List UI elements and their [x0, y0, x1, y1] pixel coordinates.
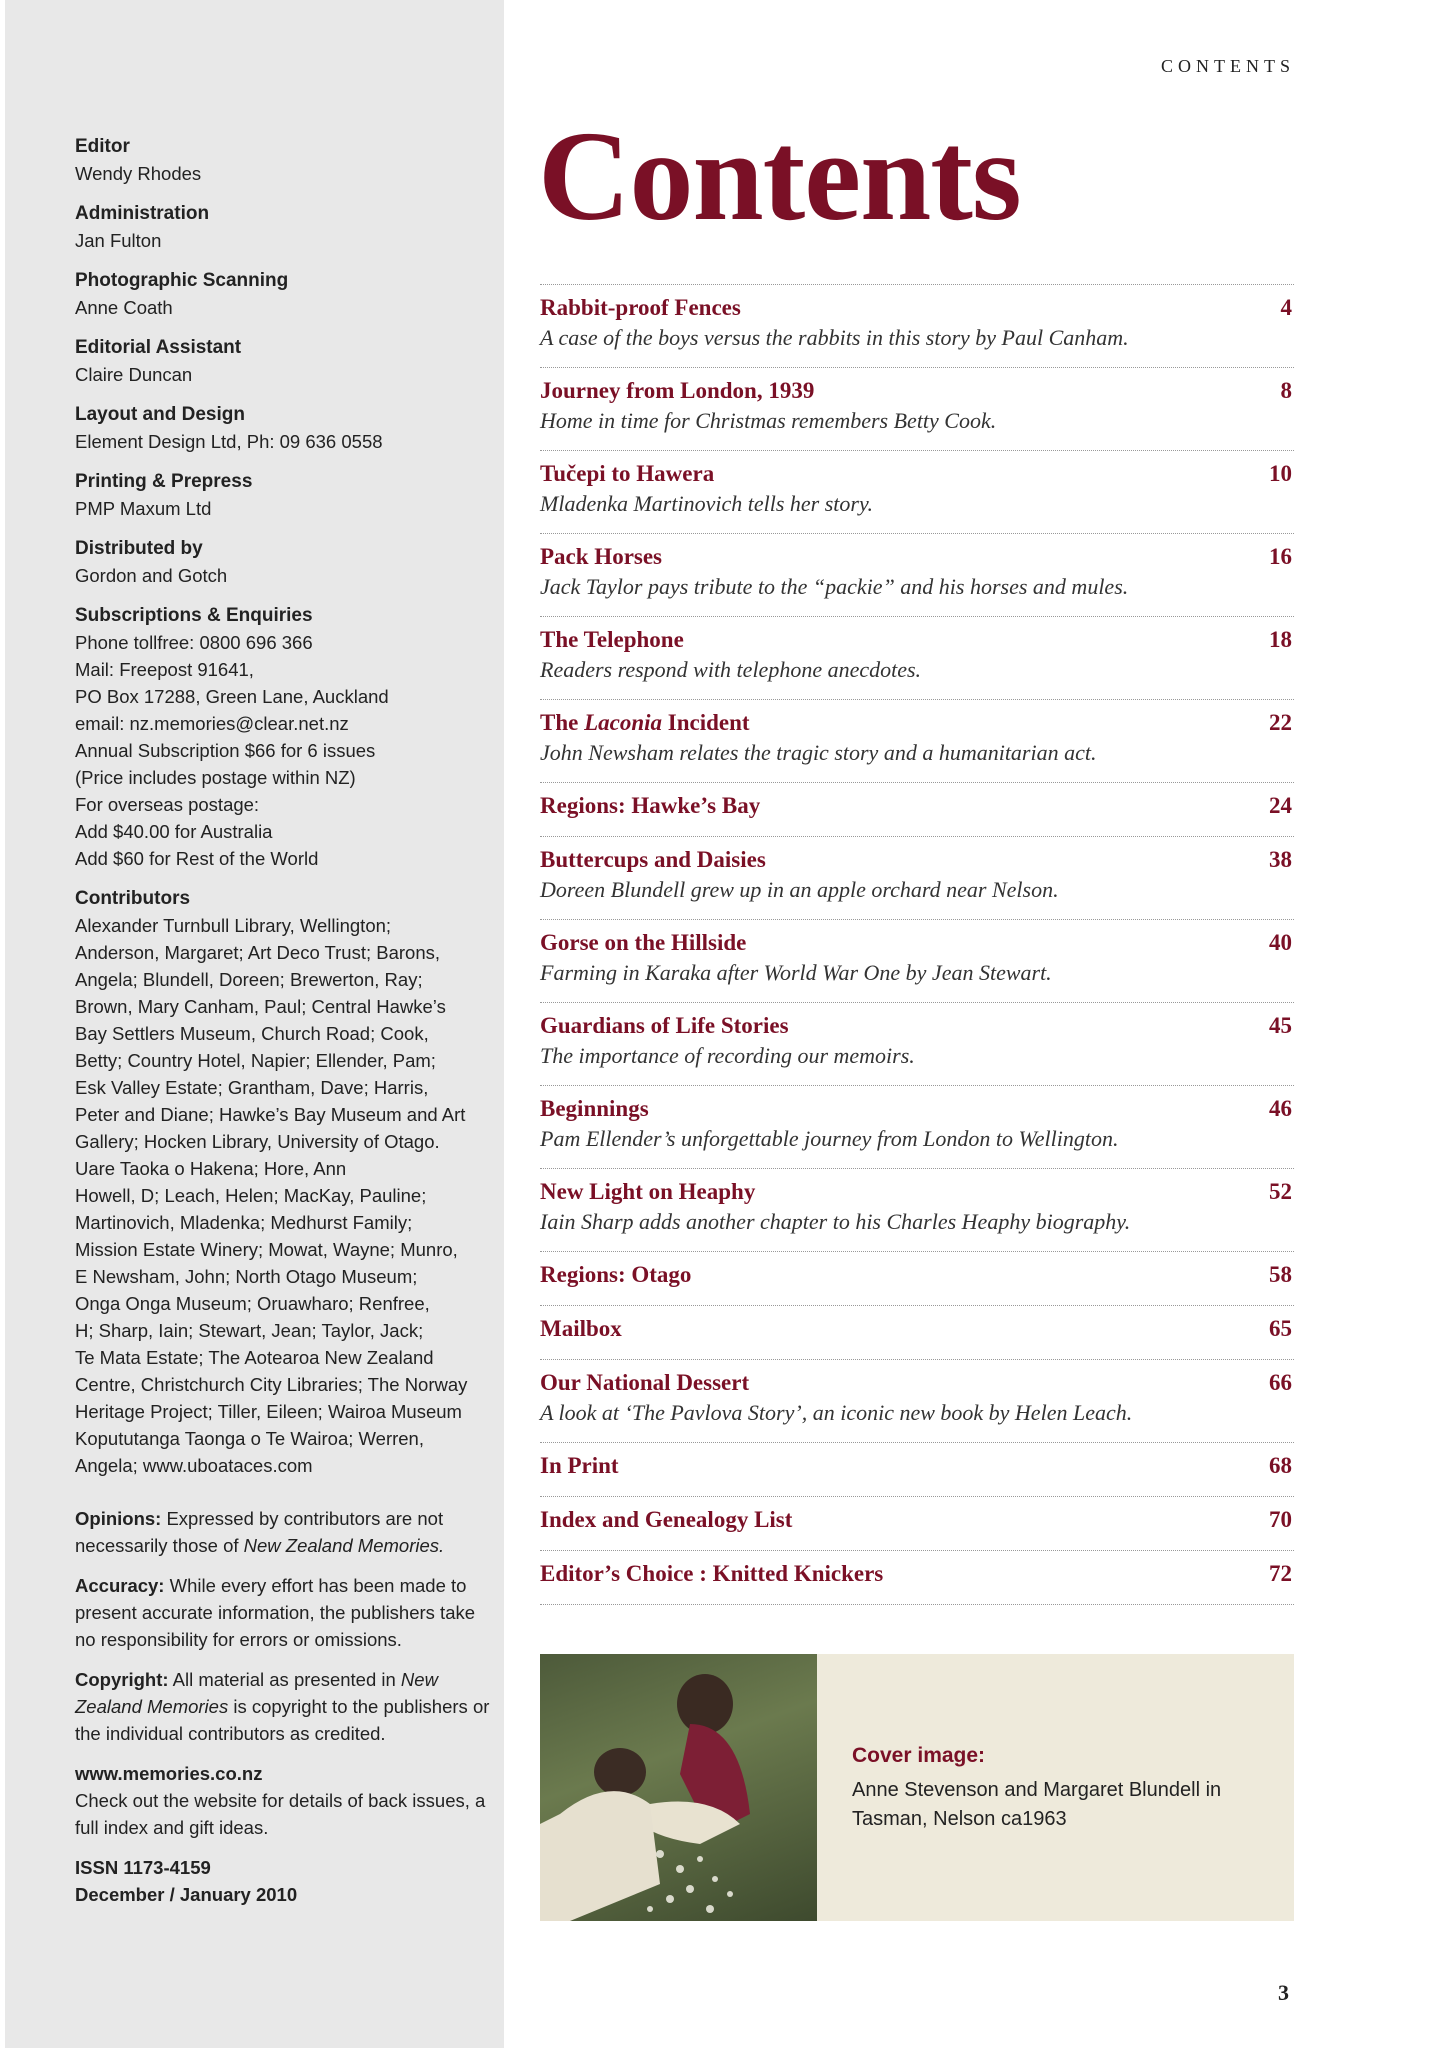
section-line: Add $60 for Rest of the World: [75, 848, 319, 869]
toc-entry[interactable]: [540, 1002, 1294, 1085]
toc-entry-title: [540, 1368, 1294, 1398]
section-line: Martinovich, Mladenka; Medhurst Family;: [75, 1212, 413, 1233]
toc-entry[interactable]: [540, 616, 1294, 699]
section-line: Wendy Rhodes: [75, 163, 202, 184]
section-heading: Printing & Prepress: [75, 471, 253, 492]
masthead-section: [75, 401, 495, 455]
toc-page-number: 52: [1269, 1179, 1292, 1204]
toc-entry-title: [540, 459, 1294, 489]
section-line: Gordon and Gotch: [75, 565, 228, 586]
section-line: Mission Estate Winery; Mowat, Wayne; Munro,: [75, 1239, 458, 1260]
toc-title-text: Pack Horses: [540, 544, 663, 569]
toc-entry-subtitle: Mladenka Martinovich tells her story.: [540, 491, 873, 516]
section-line: Onga Onga Museum; Oruawharo; Renfree,: [75, 1293, 430, 1314]
toc-page-number: 22: [1269, 710, 1292, 735]
toc-title-text: Rabbit-proof Fences: [540, 295, 741, 320]
toc-page-number: 58: [1269, 1262, 1292, 1287]
section-line: E Newsham, John; North Otago Museum;: [75, 1266, 418, 1287]
section-line: Uare Taoka o Hakena; Hore, Ann: [75, 1158, 347, 1179]
accuracy-note-text: While every effort has been made to present accurate information, the publishers take no responsibility for errors or omissions.: [75, 1575, 476, 1650]
section-line: Jan Fulton: [75, 230, 162, 251]
toc-entry-title: [540, 845, 1294, 875]
copyright-note: [75, 1666, 495, 1747]
toc-page-number: 40: [1269, 930, 1292, 955]
accuracy-note-label: Accuracy:: [75, 1575, 165, 1596]
toc-entry-title: [540, 542, 1294, 572]
toc-page-number: 16: [1269, 544, 1292, 569]
section-line: Brown, Mary Canham, Paul; Central Hawke’s: [75, 996, 446, 1017]
toc-entry-title: [540, 1094, 1294, 1124]
section-line: Element Design Ltd, Ph: 09 636 0558: [75, 431, 383, 452]
toc-entry-subtitle: A look at ‘The Pavlova Story’, an iconic new book by Helen Leach.: [540, 1400, 1133, 1425]
section-line: Gallery; Hocken Library, University of Otago.: [75, 1131, 440, 1152]
running-header: CONTENTS: [1161, 56, 1295, 76]
section-line: Claire Duncan: [75, 364, 193, 385]
toc-entry[interactable]: [540, 450, 1294, 533]
masthead-section: [75, 885, 495, 1479]
toc-page-number: 46: [1269, 1096, 1292, 1121]
cover-label: Cover image:: [852, 1744, 986, 1767]
toc-page-number: 68: [1269, 1453, 1292, 1478]
toc-entry-subtitle: Iain Sharp adds another chapter to his Charles Heaphy biography.: [540, 1209, 1131, 1234]
toc-entry[interactable]: [540, 699, 1294, 782]
issn: ISSN 1173-4159: [75, 1857, 211, 1878]
toc-page-number: 70: [1269, 1507, 1292, 1532]
toc-title-text: Gorse on the Hillside: [540, 930, 747, 955]
section-line: PO Box 17288, Green Lane, Auckland: [75, 686, 389, 707]
section-line: Mail: Freepost 91641,: [75, 659, 254, 680]
toc-entry-title: [540, 1559, 1294, 1589]
opinions-note: [75, 1505, 495, 1559]
section-line: Alexander Turnbull Library, Wellington;: [75, 915, 392, 936]
toc-title-text: Mailbox: [540, 1316, 622, 1341]
section-line: (Price includes postage within NZ): [75, 767, 356, 788]
section-line: Heritage Project; Tiller, Eileen; Wairoa Museum: [75, 1401, 462, 1422]
section-line: Anne Coath: [75, 297, 173, 318]
toc-page-number: 65: [1269, 1316, 1292, 1341]
toc-end-divider: [540, 1604, 1294, 1613]
toc-entry-title: [540, 1451, 1294, 1481]
issue-info: [75, 1854, 495, 1908]
toc-page-number: 18: [1269, 627, 1292, 652]
toc-entry[interactable]: [540, 1251, 1294, 1305]
section-heading: Editorial Assistant: [75, 337, 242, 358]
toc-title-text: The: [540, 710, 585, 735]
section-heading: Contributors: [75, 888, 191, 909]
masthead-section: [75, 468, 495, 522]
toc-page-number: 66: [1269, 1370, 1292, 1395]
masthead-section: [75, 267, 495, 321]
section-heading: Distributed by: [75, 538, 203, 559]
cover-photo: [540, 1654, 817, 1921]
toc-title-text: The Telephone: [540, 627, 684, 652]
website-text: Check out the website for details of back issues, a full index and gift ideas.: [75, 1790, 486, 1838]
toc-page-number: 4: [1280, 295, 1292, 320]
toc-title-text: Editor’s Choice : Knitted Knickers: [540, 1561, 884, 1586]
toc-page-number: 38: [1269, 847, 1292, 872]
toc-title-text: Buttercups and Daisies: [540, 847, 766, 872]
section-line: Betty; Country Hotel, Napier; Ellender, Pam;: [75, 1050, 436, 1071]
toc-entry-title: [540, 1011, 1294, 1041]
toc-entry-title: [540, 1260, 1294, 1290]
section-line: Phone tollfree: 0800 696 366: [75, 632, 313, 653]
toc-page-number: 72: [1269, 1561, 1292, 1586]
section-line: Angela; www.uboataces.com: [75, 1455, 313, 1476]
toc-title-text: Beginnings: [540, 1096, 649, 1121]
masthead-section: [75, 535, 495, 589]
copyright-note-text: is copyright to the publishers or the individual contributors as credited.: [75, 1696, 490, 1744]
issue-date: December / January 2010: [75, 1884, 298, 1905]
section-line: Esk Valley Estate; Grantham, Dave; Harris,: [75, 1077, 429, 1098]
section-line: Kopututanga Taonga o Te Wairoa; Werren,: [75, 1428, 424, 1449]
section-line: PMP Maxum Ltd: [75, 498, 212, 519]
toc-entry-title: [540, 1314, 1294, 1344]
section-line: Angela; Blundell, Doreen; Brewerton, Ray;: [75, 969, 423, 990]
toc-entry[interactable]: [540, 367, 1294, 450]
section-line: H; Sharp, Iain; Stewart, Jean; Taylor, Jack;: [75, 1320, 424, 1341]
toc-title-text: In Print: [540, 1453, 619, 1478]
toc-entry-subtitle: John Newsham relates the tragic story and a humanitarian act.: [540, 740, 1097, 765]
toc-title-emphasis: Laconia: [584, 710, 663, 735]
toc-page-number: 8: [1280, 378, 1292, 403]
toc-entry[interactable]: [540, 1359, 1294, 1442]
toc-entry[interactable]: [540, 1442, 1294, 1496]
toc-entry[interactable]: [540, 782, 1294, 836]
section-line: Howell, D; Leach, Helen; MacKay, Pauline;: [75, 1185, 427, 1206]
section-heading: Layout and Design: [75, 404, 245, 425]
toc-entry-title: [540, 376, 1294, 406]
toc-entry-subtitle: The importance of recording our memoirs.: [540, 1043, 915, 1068]
page-title: Contents: [538, 105, 1021, 247]
toc-title-text: Our National Dessert: [540, 1370, 750, 1395]
toc-entry-title: [540, 293, 1294, 323]
section-heading: Subscriptions & Enquiries: [75, 605, 313, 626]
toc-entry-subtitle: Farming in Karaka after World War One by Jean Stewart.: [540, 960, 1052, 985]
section-line: email: nz.memories@clear.net.nz: [75, 713, 349, 734]
toc-page-number: 10: [1269, 461, 1292, 486]
opinions-note-emphasis: New Zealand Memories.: [243, 1535, 445, 1556]
cover-caption: Anne Stevenson and Margaret Blundell in Tasman, Nelson ca1963: [852, 1779, 1222, 1830]
toc-title-text: Regions: Hawke’s Bay: [540, 793, 761, 818]
toc-title-text: Journey from London, 1939: [540, 378, 815, 403]
toc-entry[interactable]: [540, 284, 1294, 367]
toc-entry-title: [540, 1505, 1294, 1535]
toc-entry[interactable]: [540, 1305, 1294, 1359]
toc-title-text: New Light on Heaphy: [540, 1179, 756, 1204]
website-note: [75, 1760, 495, 1841]
toc-entry[interactable]: [540, 1550, 1294, 1604]
cover-image-panel: [540, 1654, 1294, 1921]
section-heading: Administration: [75, 203, 210, 224]
toc-entry-subtitle: Readers respond with telephone anecdotes.: [540, 657, 922, 682]
section-line: Centre, Christchurch City Libraries; The Norway: [75, 1374, 468, 1395]
toc-title-text: Guardians of Life Stories: [540, 1013, 789, 1038]
masthead-section: [75, 334, 495, 388]
toc-entry[interactable]: [540, 533, 1294, 616]
copyright-note-emphasis: New Zealand Memories: [75, 1669, 438, 1717]
toc-title-text: Tučepi to Hawera: [540, 461, 715, 486]
toc-entry-title: [540, 791, 1294, 821]
masthead-sidebar: [5, 0, 504, 2048]
accuracy-note: [75, 1572, 495, 1653]
toc-entry-subtitle: A case of the boys versus the rabbits in this story by Paul Canham.: [540, 325, 1129, 350]
website-link[interactable]: www.memories.co.nz: [75, 1763, 263, 1784]
masthead-section: [75, 602, 495, 872]
copyright-note-text: All material as presented in: [168, 1669, 401, 1690]
toc-entry[interactable]: [540, 1168, 1294, 1251]
masthead-content: [75, 133, 495, 1921]
section-line: Annual Subscription $66 for 6 issues: [75, 740, 376, 761]
section-line: Anderson, Margaret; Art Deco Trust; Barons,: [75, 942, 441, 963]
page-number: 3: [1278, 1980, 1289, 2005]
toc-entry[interactable]: [540, 836, 1294, 919]
toc-entry-subtitle: Doreen Blundell grew up in an apple orchard near Nelson.: [540, 877, 1059, 902]
table-of-contents: [540, 284, 1294, 1613]
section-line: For overseas postage:: [75, 794, 260, 815]
toc-title-text: Incident: [662, 710, 750, 735]
toc-entry[interactable]: [540, 919, 1294, 1002]
section-heading: Photographic Scanning: [75, 270, 289, 291]
toc-entry-title: [540, 708, 1294, 738]
toc-page-number: 45: [1269, 1013, 1292, 1038]
toc-entry-subtitle: Home in time for Christmas remembers Betty Cook.: [540, 408, 997, 433]
toc-entry-subtitle: Pam Ellender’s unforgettable journey from London to Wellington.: [540, 1126, 1119, 1151]
toc-entry-title: [540, 625, 1294, 655]
masthead-section: [75, 200, 495, 254]
toc-title-text: Index and Genealogy List: [540, 1507, 793, 1532]
copyright-note-label: Copyright:: [75, 1669, 169, 1690]
section-line: Te Mata Estate; The Aotearoa New Zealand: [75, 1347, 434, 1368]
toc-entry[interactable]: [540, 1496, 1294, 1550]
opinions-note-text: Expressed by contributors are not necessarily those of: [75, 1508, 444, 1556]
section-line: Peter and Diane; Hawke’s Bay Museum and Art: [75, 1104, 466, 1125]
section-line: Bay Settlers Museum, Church Road; Cook,: [75, 1023, 429, 1044]
toc-entry-title: [540, 1177, 1294, 1207]
toc-entry[interactable]: [540, 1085, 1294, 1168]
toc-entry-title: [540, 928, 1294, 958]
masthead-section: [75, 133, 495, 187]
toc-title-text: Regions: Otago: [540, 1262, 692, 1287]
toc-page-number: 24: [1269, 793, 1292, 818]
toc-entry-subtitle: Jack Taylor pays tribute to the “packie” and his horses and mules.: [540, 574, 1129, 599]
section-line: Add $40.00 for Australia: [75, 821, 273, 842]
opinions-note-label: Opinions:: [75, 1508, 162, 1529]
section-heading: Editor: [75, 136, 130, 157]
